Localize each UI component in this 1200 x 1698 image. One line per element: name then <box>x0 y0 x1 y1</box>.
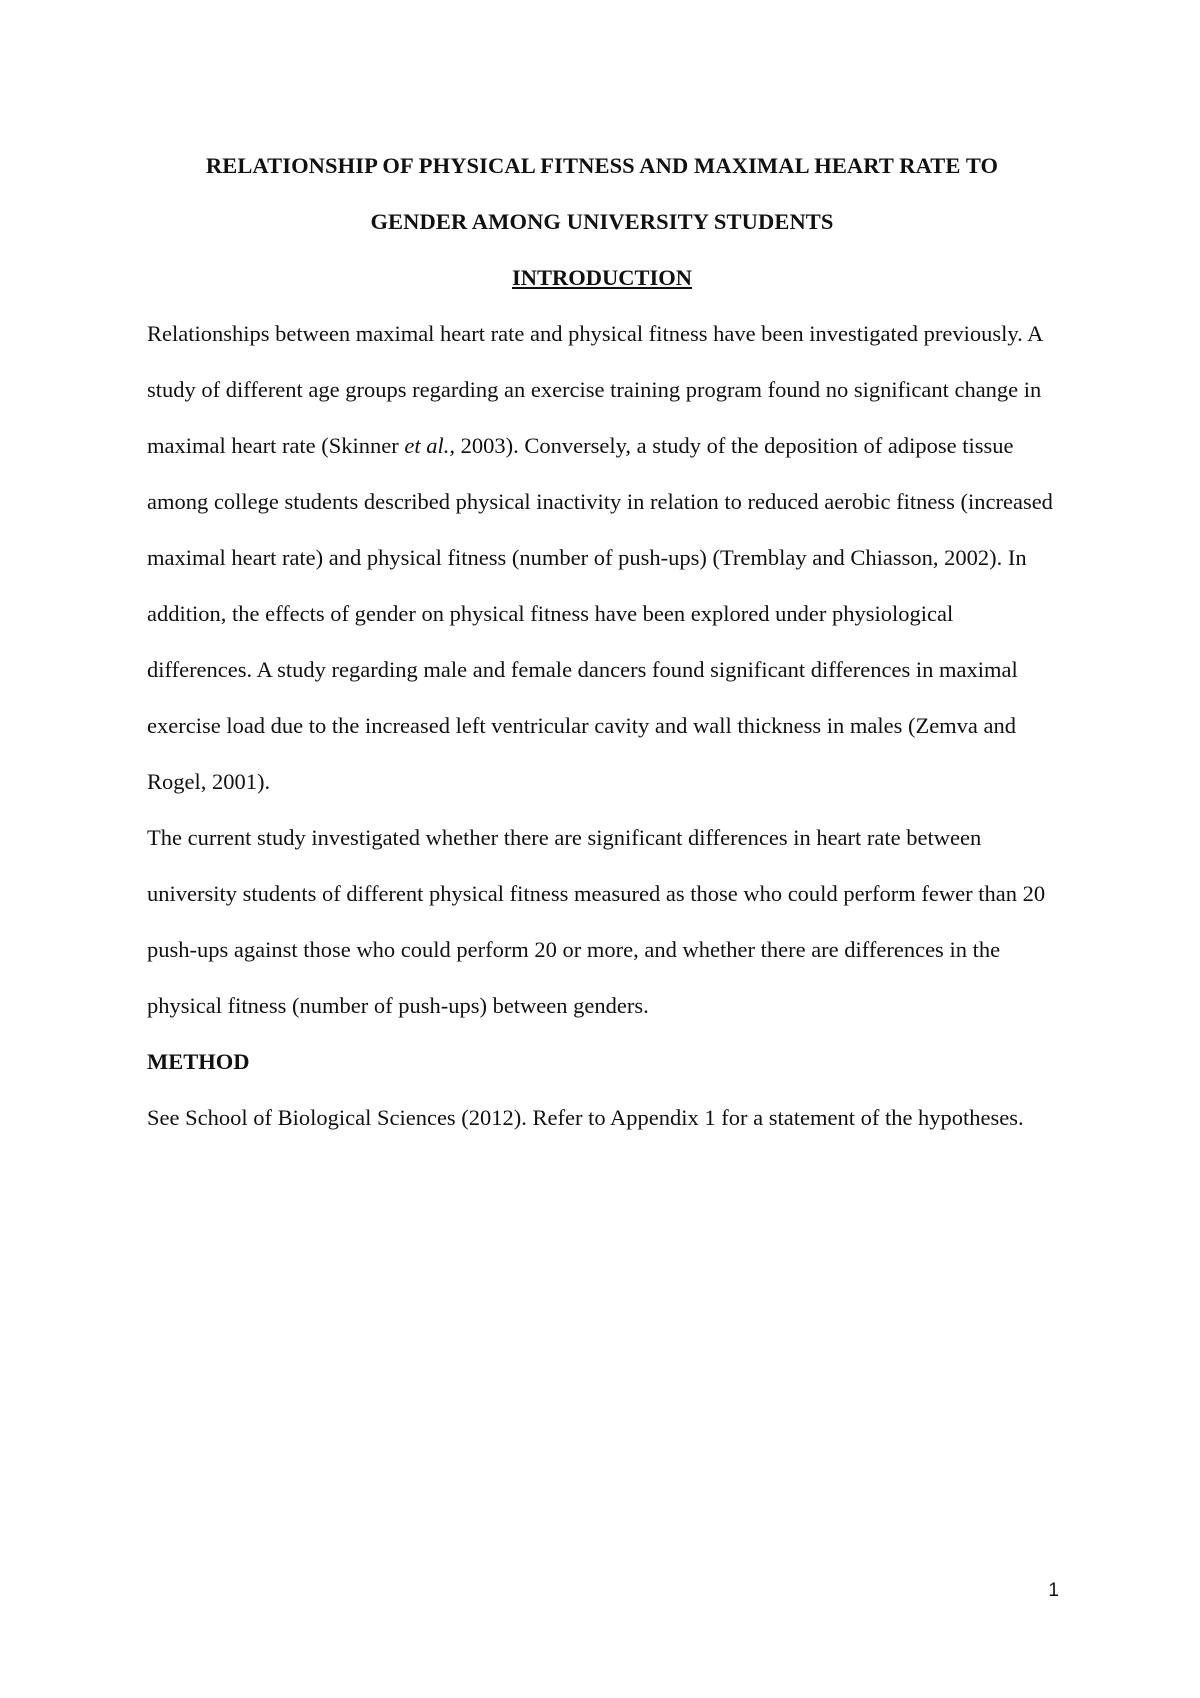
introduction-heading: INTRODUCTION <box>511 265 693 290</box>
document-body <box>147 138 1057 1146</box>
introduction-paragraph-1 <box>147 306 1057 810</box>
intro-text-italic-citation: et al., <box>404 433 456 458</box>
paper-title-line-2: GENDER AMONG UNIVERSITY STUDENTS <box>370 209 834 234</box>
method-paragraph: See School of Biological Sciences (2012). Refer to Appendix 1 for a statement of the hypotheses. <box>147 1105 1024 1130</box>
page-number: 1 <box>1048 1580 1059 1601</box>
paper-title-line-1: RELATIONSHIP OF PHYSICAL FITNESS AND MAXIMAL HEART RATE TO <box>205 153 999 178</box>
method-heading: METHOD <box>147 1049 250 1074</box>
introduction-paragraph-2: The current study investigated whether there are significant differences in heart rate between university students of different physical fitness measured as those who could perform fewer than 20 push-ups against those who could perform 20 or more, and whether there are differences in the physical fitness (number of push-ups) between genders. <box>147 825 1046 1018</box>
intro-text-part-2: 2003). Conversely, a study of the deposition of adipose tissue among college students described physical inactivity in relation to reduced aerobic fitness (increased maximal heart rate) and physical fitness (number of push-ups) (Tremblay and Chiasson, 2002). In addition, the effects of gender on physical fitness have been explored under physiological differences. A study regarding male and female dancers found significant differences in maximal exercise load due to the increased left ventricular cavity and wall thickness in males (Zemva and Rogel, 2001). <box>147 433 1053 794</box>
intro-text-part-1: Relationships between maximal heart rate and physical fitness have been investigated previously. A study of different age groups regarding an exercise training program found no significant change in maximal heart rate (Skinner <box>147 321 1043 458</box>
